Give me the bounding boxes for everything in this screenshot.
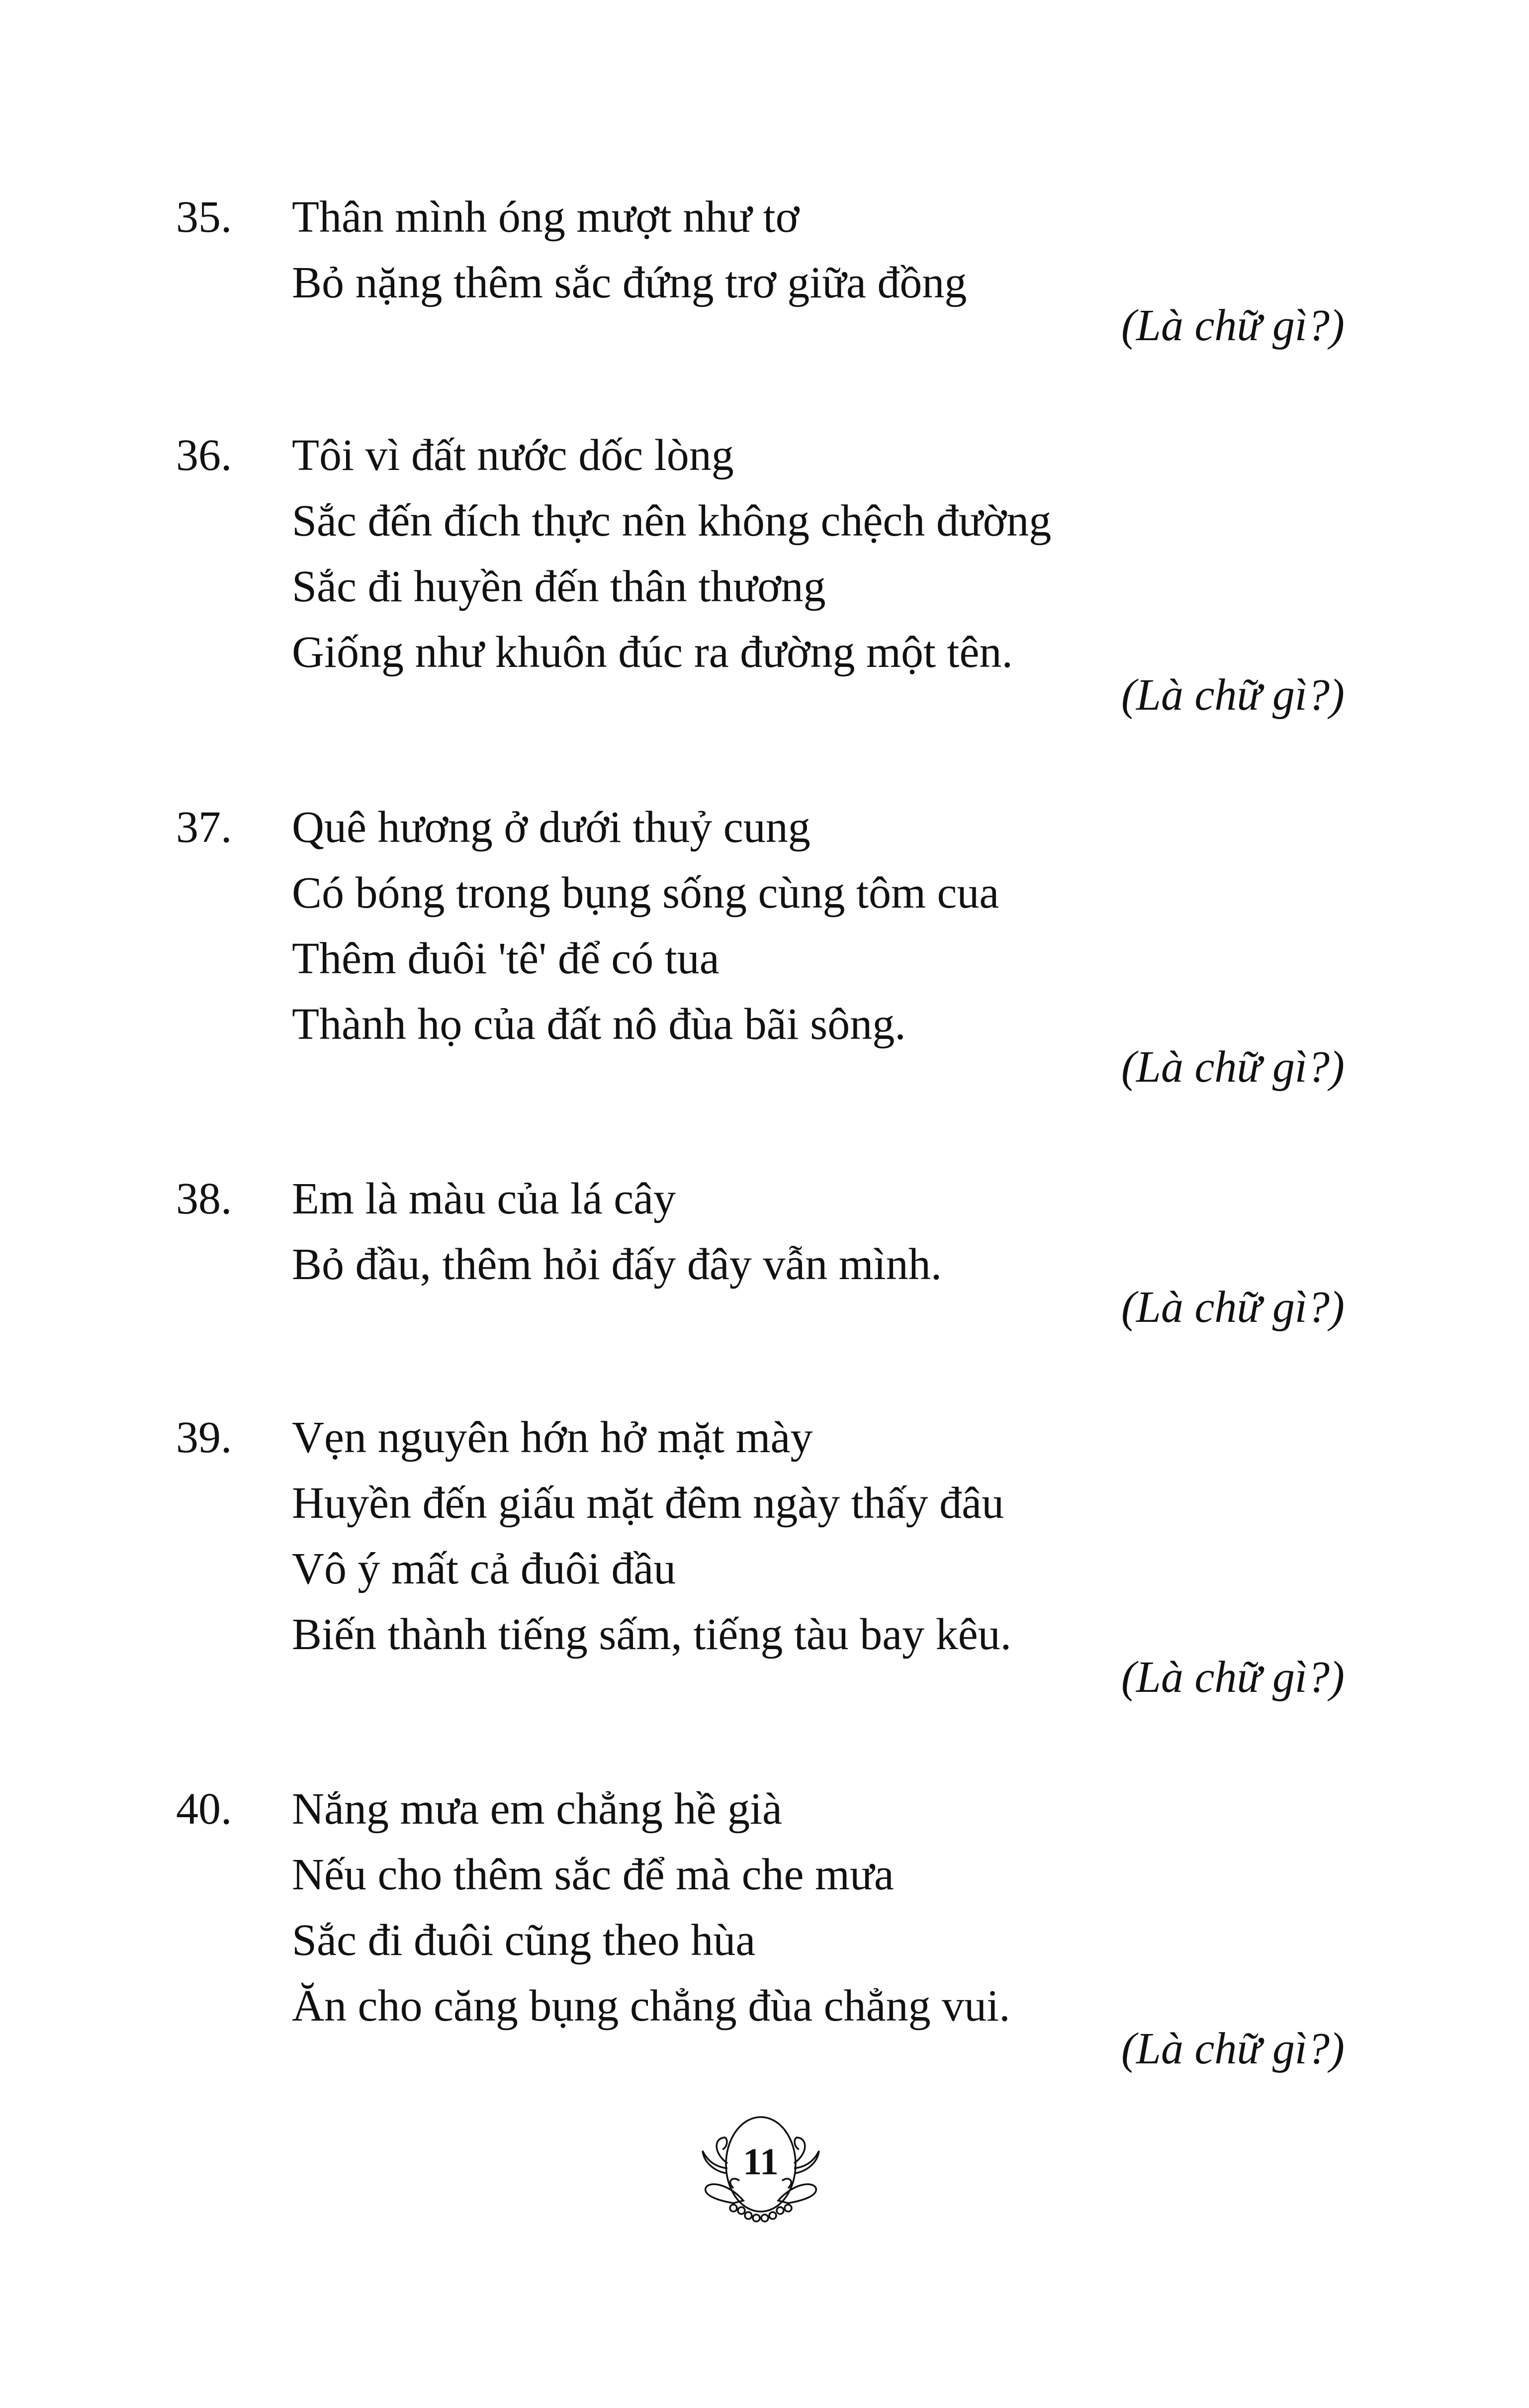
verse-line: Vẹn nguyên hớn hở mặt mày <box>292 1413 813 1462</box>
verse-line: Em là màu của lá cây <box>292 1174 676 1223</box>
riddle-number: 38. <box>176 1174 232 1223</box>
riddle-question: (Là chữ gì?) <box>1121 1042 1345 1092</box>
page-number: 11 <box>743 2141 779 2183</box>
riddle-verse <box>292 1405 1011 1667</box>
riddle-verse <box>292 185 967 316</box>
verse-line: Ăn cho căng bụng chẳng đùa chẳng vui. <box>292 1981 1010 2031</box>
verse-line: Bỏ đầu, thêm hỏi đấy đây vẫn mình. <box>292 1240 942 1289</box>
riddle-number: 39. <box>176 1413 232 1462</box>
riddle-question: (Là chữ gì?) <box>1121 1653 1345 1702</box>
verse-line: Sắc đến đích thực nên không chệch đường <box>292 496 1052 546</box>
riddle-verse <box>292 1776 1010 2039</box>
verse-line: Sắc đi đuôi cũng theo hùa <box>292 1916 756 1965</box>
riddle-question: (Là chữ gì?) <box>1121 1283 1345 1332</box>
verse-line: Có bóng trong bụng sống cùng tôm cua <box>292 868 999 918</box>
verse-line: Thân mình óng mượt như tơ <box>292 192 800 242</box>
riddle-number: 40. <box>176 1784 232 1834</box>
verse-line: Thêm đuôi 'tê' để có tua <box>292 934 720 983</box>
verse-line: Bỏ nặng thêm sắc đứng trơ giữa đồng <box>292 258 967 307</box>
verse-line: Vô ý mất cả đuôi đầu <box>292 1544 676 1593</box>
verse-line: Sắc đi huyền đến thân thương <box>292 562 826 611</box>
verse-line: Tôi vì đất nước dốc lòng <box>292 431 734 480</box>
page-number-ornament <box>699 2109 823 2233</box>
riddle-question: (Là chữ gì?) <box>1121 2024 1345 2073</box>
verse-line: Biến thành tiếng sấm, tiếng tàu bay kêu. <box>292 1610 1012 1659</box>
riddle-number: 37. <box>176 803 232 852</box>
verse-line: Giống như khuôn đúc ra đường một tên. <box>292 628 1013 677</box>
verse-line: Quê hương ở dưới thuỷ cung <box>292 803 810 852</box>
verse-line: Nắng mưa em chẳng hề già <box>292 1784 782 1834</box>
verse-line: Huyền đến giấu mặt đêm ngày thấy đâu <box>292 1479 1004 1528</box>
verse-line: Nếu cho thêm sắc để mà che mưa <box>292 1850 894 1899</box>
riddle-verse <box>292 423 1051 685</box>
riddle-verse <box>292 1166 942 1297</box>
riddle-number: 35. <box>176 192 232 242</box>
riddle-question: (Là chữ gì?) <box>1121 670 1345 720</box>
verse-line: Thành họ của đất nô đùa bãi sông. <box>292 1000 906 1049</box>
riddle-question: (Là chữ gì?) <box>1121 301 1345 350</box>
riddle-verse <box>292 795 999 1057</box>
riddle-number: 36. <box>176 431 232 480</box>
